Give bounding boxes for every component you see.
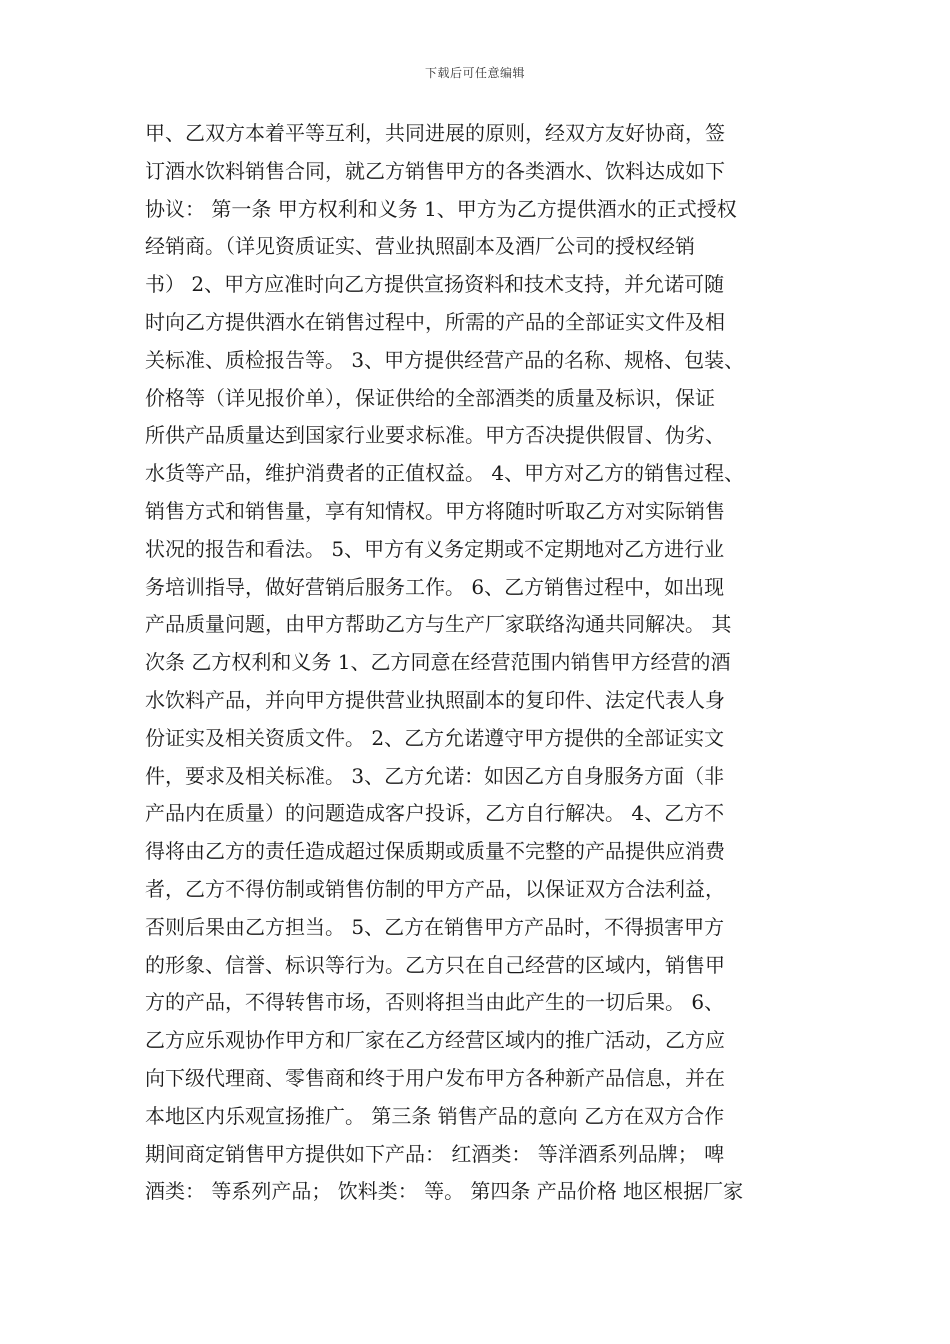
text-line: 协议： 第一条 甲方权利和义务 1、甲方为乙方提供酒水的正式授权 xyxy=(145,196,737,221)
text-line: 件，要求及相关标准。 3、乙方允诺：如因乙方自身服务方面（非 xyxy=(145,763,725,788)
text-line: 经销商。（详见资质证实、营业执照副本及酒厂公司的授权经销 xyxy=(145,234,695,259)
text-line: 产品质量问题，由甲方帮助乙方与生产厂家联络沟通共同解决。 其 xyxy=(145,612,732,637)
text-line: 务培训指导，做好营销后服务工作。 6、乙方销售过程中，如出现 xyxy=(145,574,725,599)
text-line: 方的产品，不得转售市场，否则将担当由此产生的一切后果。 6、 xyxy=(145,990,725,1015)
text-line: 向下级代理商、零售商和终于用户发布甲方各种新产品信息，并在 xyxy=(145,1065,725,1090)
text-line: 关标准、质检报告等。 3、甲方提供经营产品的名称、规格、包装、 xyxy=(145,347,745,372)
text-line: 份证实及相关资质文件。 2、乙方允诺遵守甲方提供的全部证实文 xyxy=(145,725,725,750)
text-line: 产品内在质量）的问题造成客户投诉，乙方自行解决。 4、乙方不 xyxy=(145,801,725,826)
text-line: 酒类： 等系列产品； 饮料类： 等。 第四条 产品价格 地区根据厂家 xyxy=(145,1179,744,1204)
text-line: 水饮料产品，并向甲方提供营业执照副本的复印件、法定代表人身 xyxy=(145,687,725,712)
text-line: 期间商定销售甲方提供如下产品： 红酒类： 等洋酒系列品牌； 啤 xyxy=(145,1141,725,1166)
text-line: 时向乙方提供酒水在销售过程中，所需的产品的全部证实文件及相 xyxy=(145,309,725,334)
text-line: 得将由乙方的责任造成超过保质期或质量不完整的产品提供应消费 xyxy=(145,839,725,864)
text-line: 者，乙方不得仿制或销售仿制的甲方产品，以保证双方合法利益， xyxy=(145,876,725,901)
text-line: 销售方式和销售量，享有知情权。甲方将随时听取乙方对实际销售 xyxy=(145,498,725,523)
text-line: 次条 乙方权利和义务 1、乙方同意在经营范围内销售甲方经营的酒 xyxy=(145,650,731,675)
document-body xyxy=(145,115,805,1211)
text-line: 所供产品质量达到国家行业要求标准。甲方否决提供假冒、伪劣、 xyxy=(145,423,725,448)
text-line: 的形象、信誉、标识等行为。乙方只在自己经营的区域内，销售甲 xyxy=(145,952,725,977)
text-line: 甲、乙双方本着平等互利，共同进展的原则，经双方友好协商，签 xyxy=(145,121,725,145)
text-line: 本地区内乐观宣扬推广。 第三条 销售产品的意向 乙方在双方合作 xyxy=(145,1103,725,1128)
text-line: 水货等产品，维护消费者的正值权益。 4、甲方对乙方的销售过程、 xyxy=(145,461,745,486)
text-line: 价格等（详见报价单），保证供给的全部酒类的质量及标识，保证 xyxy=(145,385,715,410)
text-line: 状况的报告和看法。 5、甲方有义务定期或不定期地对乙方进行业 xyxy=(145,536,725,561)
text-line: 书） 2、甲方应准时向乙方提供宣扬资料和技术支持，并允诺可随 xyxy=(145,272,725,297)
text-line: 乙方应乐观协作甲方和厂家在乙方经营区域内的推广活动，乙方应 xyxy=(145,1028,725,1053)
text-line: 否则后果由乙方担当。 5、乙方在销售甲方产品时，不得损害甲方 xyxy=(145,914,725,939)
text-line: 订酒水饮料销售合同，就乙方销售甲方的各类酒水、饮料达成如下 xyxy=(145,158,725,183)
page-header: 下载后可任意编辑 xyxy=(424,66,525,80)
